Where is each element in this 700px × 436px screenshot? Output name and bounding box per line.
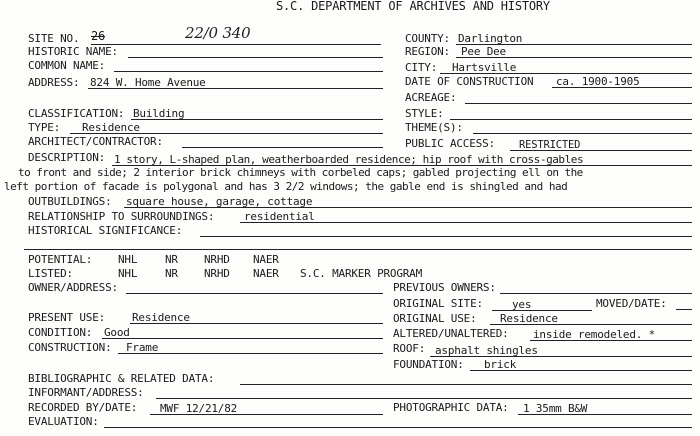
outbuildings-line <box>124 207 692 208</box>
city-line <box>440 73 692 74</box>
evaluation-line <box>104 427 692 428</box>
date-construction-label: DATE OF CONSTRUCTION <box>405 75 534 88</box>
date-construction-line <box>552 87 692 88</box>
address-value: 824 W. Home Avenue <box>90 76 206 89</box>
theme-label: THEME(S): <box>405 121 463 134</box>
condition-label: CONDITION: <box>28 326 93 339</box>
informant-label: INFORMANT/ADDRESS: <box>28 386 144 399</box>
description-label: DESCRIPTION: <box>28 151 106 164</box>
recorded-label: RECORDED BY/DATE: <box>28 401 138 414</box>
roof-value: asphalt shingles <box>435 344 538 357</box>
region-line <box>456 57 692 58</box>
moved-date-line <box>676 309 692 310</box>
classification-value: Building <box>133 107 185 120</box>
acreage-line <box>465 103 692 104</box>
condition-line <box>102 338 383 339</box>
listed-nhl: NHL <box>118 267 138 280</box>
original-use-line <box>490 324 692 325</box>
recorded-value: MWF 12/21/82 <box>160 402 238 415</box>
style-line <box>450 119 692 120</box>
original-site-value: yes <box>512 298 532 311</box>
type-value: Residence <box>82 121 140 134</box>
altered-label: ALTERED/UNALTERED: <box>393 327 509 340</box>
region-value: Pee Dee <box>461 45 506 58</box>
present-use-label: PRESENT USE: <box>28 311 106 324</box>
original-site-label: ORIGINAL SITE: <box>393 297 483 310</box>
acreage-label: ACREAGE: <box>405 91 457 104</box>
architect-line <box>182 147 383 148</box>
roof-label: ROOF: <box>393 342 426 355</box>
previous-owners-label: PREVIOUS OWNERS: <box>393 281 496 294</box>
historic-name-line <box>128 57 383 58</box>
listed-nr: NR <box>165 267 178 280</box>
listed-nrhd: NRHD <box>204 267 230 280</box>
previous-owners-line <box>500 293 692 294</box>
classification-label: CLASSIFICATION: <box>28 107 125 120</box>
classification-line <box>131 119 383 120</box>
description-line-2: to front and side; 2 interior brick chimneys with corbeled caps; gabled projecting ell on the <box>18 166 583 179</box>
roof-line <box>430 356 692 357</box>
bibliographic-line <box>240 384 692 385</box>
photographic-line <box>518 414 692 415</box>
description-line-3: left portion of facade is polygonal and has 3 2/2 windows; the gable end is shingled and had <box>4 180 568 193</box>
owner-label: OWNER/ADDRESS: <box>28 281 118 294</box>
site-no-crossed-value: 26 <box>91 29 106 43</box>
county-value: Darlington <box>458 32 523 45</box>
outbuildings-value: square house, garage, cottage <box>126 195 313 208</box>
address-line <box>88 88 383 89</box>
public-access-line <box>510 150 692 151</box>
address-label: ADDRESS: <box>28 76 80 89</box>
photographic-value: 1 35mm B&W <box>523 402 588 415</box>
date-construction-value: ca. 1900-1905 <box>556 75 640 88</box>
public-access-value: RESTRICTED <box>519 139 581 151</box>
foundation-line <box>470 370 692 371</box>
informant-line <box>156 398 692 399</box>
evaluation-label: EVALUATION: <box>28 415 99 428</box>
historical-significance-label: HISTORICAL SIGNIFICANCE: <box>28 224 183 237</box>
historical-significance-line <box>200 236 692 237</box>
potential-nhl: NHL <box>118 253 138 266</box>
site-no-handwritten-value: 22/0 340 <box>185 24 251 42</box>
altered-line <box>530 340 692 341</box>
present-use-value: Residence <box>132 311 190 324</box>
relationship-label: RELATIONSHIP TO SURROUNDINGS: <box>28 210 215 223</box>
public-access-label: PUBLIC ACCESS: <box>405 137 495 150</box>
moved-date-label: MOVED/DATE: <box>596 297 667 310</box>
relationship-line <box>240 222 692 223</box>
section-divider <box>24 249 692 250</box>
site-no-line <box>91 44 381 45</box>
potential-nr: NR <box>165 253 178 266</box>
listed-naer: NAER <box>253 267 279 280</box>
form-title: S.C. DEPARTMENT OF ARCHIVES AND HISTORY <box>276 0 550 13</box>
outbuildings-label: OUTBUILDINGS: <box>28 195 112 208</box>
original-use-value: Residence <box>500 312 558 325</box>
sc-marker-label: S.C. MARKER PROGRAM <box>300 267 423 280</box>
city-label: CITY: <box>405 61 438 74</box>
foundation-value: brick <box>484 358 517 371</box>
potential-naer: NAER <box>253 253 279 266</box>
relationship-value: residential <box>244 210 315 223</box>
listed-label: LISTED: <box>28 267 73 280</box>
construction-line <box>118 353 383 354</box>
historic-name-label: HISTORIC NAME: <box>28 45 118 58</box>
original-use-label: ORIGINAL USE: <box>393 312 477 325</box>
county-label: COUNTY: <box>405 32 450 45</box>
region-label: REGION: <box>405 45 450 58</box>
theme-line <box>473 133 692 134</box>
potential-label: POTENTIAL: <box>28 253 93 266</box>
photographic-label: PHOTOGRAPHIC DATA: <box>393 401 509 414</box>
type-line <box>70 133 383 134</box>
construction-label: CONSTRUCTION: <box>28 341 112 354</box>
description-line-1: 1 story, L-shaped plan, weatherboarded residence; hip roof with cross-gables <box>114 153 584 166</box>
style-label: STYLE: <box>405 107 444 120</box>
construction-value: Frame <box>126 341 159 354</box>
common-name-line <box>114 71 383 72</box>
condition-value: Good <box>104 326 130 339</box>
altered-value: inside remodeled. * <box>533 328 656 341</box>
type-label: TYPE: <box>28 121 61 134</box>
foundation-label: FOUNDATION: <box>393 358 464 371</box>
common-name-label: COMMON NAME: <box>28 59 106 72</box>
present-use-line <box>130 323 383 324</box>
potential-nrhd: NRHD <box>204 253 230 266</box>
owner-line <box>126 293 383 294</box>
site-no-label: SITE NO. <box>28 32 80 45</box>
bibliographic-label: BIBLIOGRAPHIC & RELATED DATA: <box>28 372 215 385</box>
city-value: Hartsville <box>452 61 517 74</box>
original-site-line <box>492 310 592 311</box>
architect-label: ARCHITECT/CONTRACTOR: <box>28 135 163 148</box>
recorded-line <box>150 414 383 415</box>
